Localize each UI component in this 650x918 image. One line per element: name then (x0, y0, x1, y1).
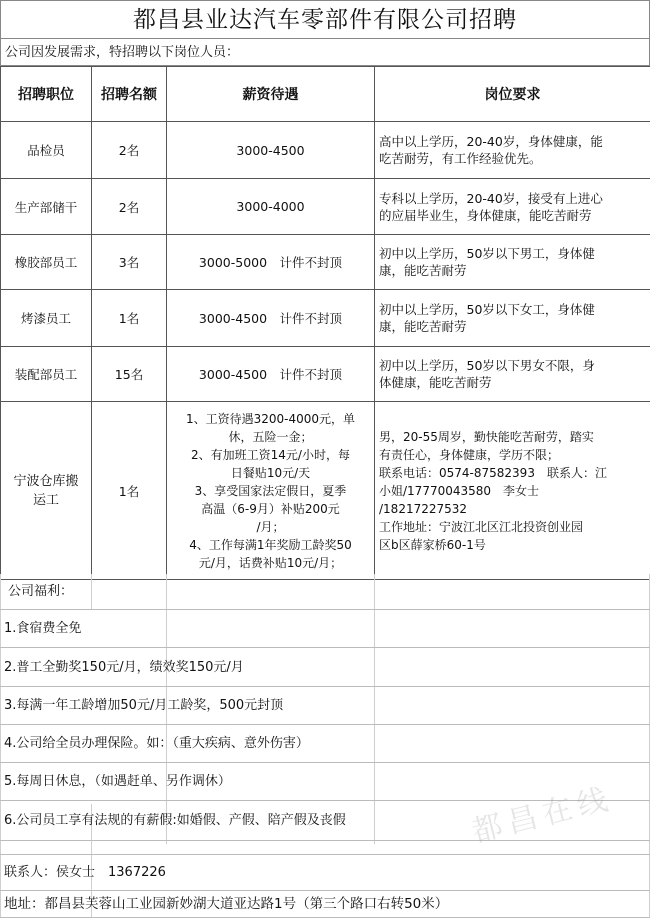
table-row (1, 290, 650, 347)
job-salary: 3000-5000 计件不封顶 (167, 235, 375, 290)
job-requirements (375, 402, 650, 580)
job-salary: 3000-4500 计件不封顶 (167, 347, 375, 402)
requirement-line: 联系电话：0574-87582393 联系人：江 (379, 465, 607, 480)
requirement-line: /18217227532 (379, 501, 468, 516)
salary-line: 4、工作每满1年奖励工龄奖50 (189, 537, 352, 552)
job-requirements (375, 235, 650, 290)
benefit-item: 3.每满一年工龄增加50元/月工龄奖，500元封顶 (0, 687, 650, 725)
requirement-line: 体健康，能吃苦耐劳 (379, 375, 492, 390)
header-salary: 薪资待遇 (167, 67, 375, 122)
job-position: 橡胶部员工 (1, 235, 92, 290)
page-title: 都昌县业达汽车零部件有限公司招聘 (0, 0, 650, 39)
job-requirements (375, 290, 650, 347)
job-requirements (375, 122, 650, 179)
address-line: 地址：都昌县芙蓉山工业园新妙湖大道亚达路1号（第三个路口右转50米） (0, 891, 650, 918)
salary-line: 休，五险一金； (228, 429, 313, 444)
header-requirements: 岗位要求 (375, 67, 650, 122)
job-count: 1名 (92, 402, 167, 580)
salary-line: /月； (256, 519, 285, 534)
table-row (1, 235, 650, 290)
job-position: 品检员 (1, 122, 92, 179)
job-position: 烤漆员工 (1, 290, 92, 347)
requirement-line: 的应届毕业生，身体健康，能吃苦耐劳 (379, 207, 592, 223)
spacer-row (0, 841, 650, 855)
salary-line: 2、有加班工资14元/小时，每 (191, 447, 350, 462)
job-count: 15名 (92, 347, 167, 402)
job-position: 装配部员工 (1, 347, 92, 402)
benefit-item: 5.每周日休息，（如遇赶单、另作调休） (0, 763, 650, 801)
benefit-item: 1.食宿费全免 (0, 610, 650, 648)
job-position: 生产部储干 (1, 179, 92, 235)
requirement-line: 专科以上学历，20-40岁，接受有上进心 (379, 190, 603, 206)
position-line: 运工 (32, 492, 59, 508)
contact-line: 联系人：侯女士 1367226 (0, 855, 650, 891)
position-line: 宁波仓库搬 (13, 473, 79, 489)
salary-line: 元/月，话费补贴10元/月； (198, 555, 343, 570)
requirement-line: 初中以上学历，50岁以下男工，身体健 (379, 246, 595, 261)
job-position (1, 402, 92, 580)
requirement-line: 吃苦耐劳，有工作经验优先。 (379, 151, 542, 166)
benefit-item: 4.公司给全员办理保险。如：（重大疾病、意外伤害） (0, 725, 650, 763)
requirement-line: 男，20-55周岁，勤快能吃苦耐劳，踏实 (379, 429, 594, 444)
intro-text: 公司因发展需求，特招聘以下岗位人员： (0, 38, 650, 66)
job-count: 3名 (92, 235, 167, 290)
requirement-line: 康，能吃苦耐劳 (379, 263, 467, 278)
table-row-warehouse (1, 402, 650, 580)
requirement-line: 康，能吃苦耐劳 (379, 319, 467, 334)
salary-line: 1、工资待遇3200-4000元，单 (185, 411, 356, 426)
job-count: 1名 (92, 290, 167, 347)
table-row (1, 347, 650, 402)
requirement-line: 有责任心，身体健康，学历不限； (379, 447, 560, 462)
benefits-heading: 公司福利： (0, 574, 650, 610)
job-count: 2名 (92, 122, 167, 179)
header-position: 招聘职位 (1, 67, 92, 122)
benefits-section (0, 574, 650, 918)
table-header-row (1, 67, 650, 122)
salary-line: 3、享受国家法定假日，夏季 (194, 483, 347, 498)
requirement-line: 工作地址：宁波江北区江北投资创业园 (379, 519, 584, 534)
requirement-line: 小姐/17770043580 李女士 (379, 483, 540, 498)
watermark: 都昌在线 (468, 780, 617, 850)
requirement-line: 高中以上学历，20-40岁，身体健康，能 (379, 134, 603, 149)
benefit-item: 6.公司员工享有法规的有薪假:如婚假、产假、陪产假及丧假 (0, 801, 650, 841)
benefit-item: 2.普工全勤奖150元/月，绩效奖150元/月 (0, 648, 650, 687)
salary-line: 日餐贴10元/天 (230, 465, 311, 480)
requirement-line: 区b区薛家桥60-1号 (379, 537, 486, 552)
salary-line: 高温（6-9月）补贴200元 (201, 501, 340, 516)
job-requirements (375, 179, 650, 235)
job-salary: 3000-4000 (167, 179, 375, 235)
job-salary: 3000-4500 计件不封顶 (167, 290, 375, 347)
job-salary: 3000-4500 (167, 122, 375, 179)
header-count: 招聘名额 (92, 67, 167, 122)
job-count: 2名 (92, 179, 167, 235)
requirement-line: 初中以上学历，50岁以下女工，身体健 (379, 302, 595, 317)
jobs-table (0, 66, 650, 580)
table-row (1, 179, 650, 235)
job-requirements (375, 347, 650, 402)
table-row (1, 122, 650, 179)
requirement-line: 初中以上学历，50岁以下男女不限，身 (379, 358, 595, 373)
job-salary (167, 402, 375, 580)
